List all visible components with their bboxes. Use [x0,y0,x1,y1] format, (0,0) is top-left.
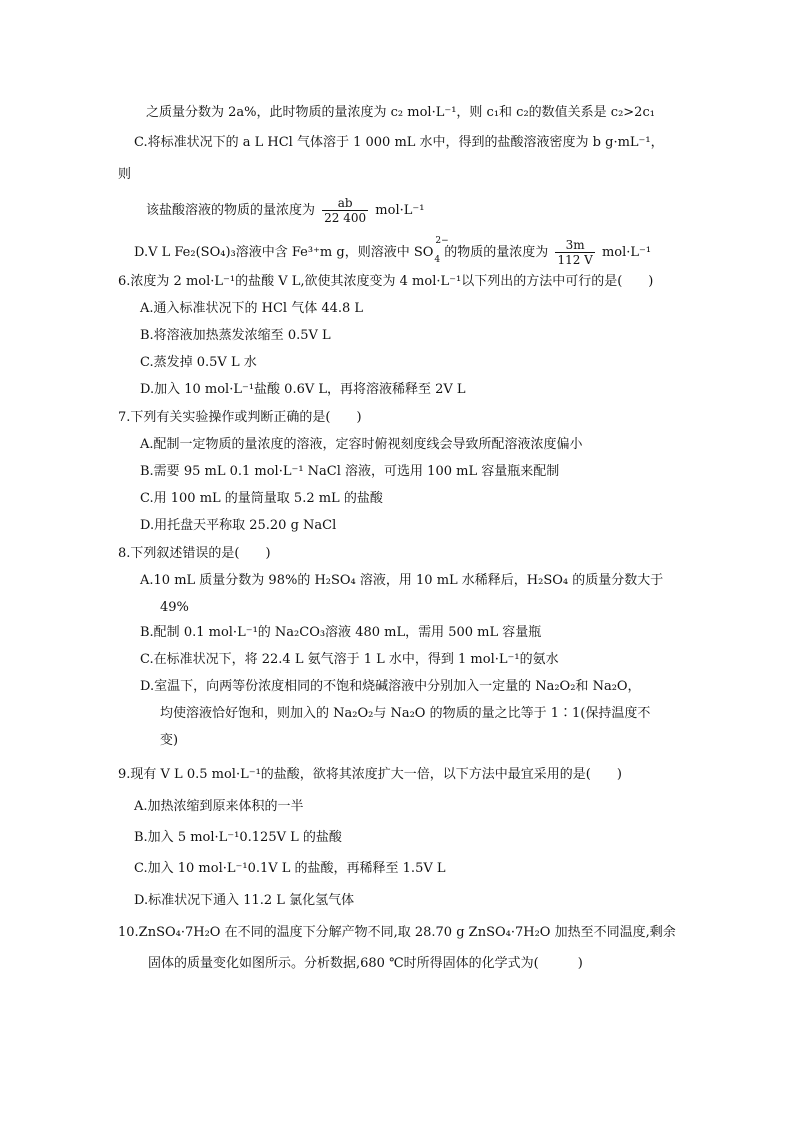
question-8: 8.下列叙述错误的是( ) [118,546,271,561]
fraction-ab-over-22400 [322,196,368,225]
fraction-denominator: 22 400 [324,211,367,225]
question-8-option-c: C.在标准状况下，将 22.4 L 氨气溶于 1 L 水中，得到 1 mol·L⁻¹的氨水 [140,652,559,667]
question-9-option-a: A.加热浓缩到原来体积的一半 [134,799,304,814]
question-9-option-b: B.加入 5 mol·L⁻¹0.125V L 的盐酸 [134,830,342,845]
question-6-option-c: C.蒸发掉 0.5V L 水 [140,355,257,370]
question-10-line-2: 固体的质量变化如图所示。分析数据,680 ℃时所得固体的化学式为( ) [148,956,583,971]
question-6-option-a: A.通入标准状况下的 HCl 气体 44.8 L [140,301,364,316]
question-7: 7.下列有关实验操作或判断正确的是( ) [118,410,362,425]
question-9: 9.现有 V L 0.5 mol·L⁻¹的盐酸，欲将其浓度扩大一倍，以下方法中最宜采用的是( ) [118,767,622,782]
question-8-option-d-line-1: D.室温下，向两等份浓度相同的不饱和烧碱溶液中分别加入一定量的 Na₂O₂和 Na₂O， [140,679,641,694]
option-d-line [134,238,651,267]
question-8-option-d-line-3: 变) [160,733,179,748]
question-7-option-b: B.需要 95 mL 0.1 mol·L⁻¹ NaCl 溶液，可选用 100 mL 容量瓶来配制 [140,464,560,479]
option-c-line-1: C.将标准状况下的 a L HCl 气体溶于 1 000 mL 水中，得到的盐酸溶液密度为 b g·mL⁻¹， [134,135,664,150]
question-8-option-a-line-2: 49% [160,600,189,615]
question-8-option-a-line-1: A.10 mL 质量分数为 98%的 H₂SO₄ 溶液，用 10 mL 水稀释后，H₂SO₄ 的质量分数大于 [140,573,664,588]
question-6-option-d: D.加入 10 mol·L⁻¹盐酸 0.6V L，再将溶液稀释至 2V L [140,382,466,397]
question-9-option-c: C.加入 10 mol·L⁻¹0.1V L 的盐酸，再稀释至 1.5V L [134,861,446,876]
question-8-option-d-line-2: 均使溶液恰好饱和，则加入的 Na₂O₂与 Na₂O 的物质的量之比等于 1∶1(保持温度不 [160,706,651,721]
fraction-denominator: 112 V [557,253,593,267]
sulfate-ion [433,236,449,265]
option-c-formula-line [146,196,424,225]
option-d-text-2: 的物质的量浓度为 [444,245,549,260]
question-10-line-1: 10.ZnSO₄·7H₂O 在不同的温度下分解产物不同,取 28.70 g ZnSO₄·7H₂O 加热至不同温度,剩余 [118,925,676,940]
fraction-numerator: ab [322,196,368,211]
question-7-option-c: C.用 100 mL 的量筒量取 5.2 mL 的盐酸 [140,491,383,506]
continuation-line: 之质量分数为 2a%，此时物质的量浓度为 c₂ mol·L⁻¹，则 c₁和 c₂的数值关系是 c₂>2c₁ [146,105,655,120]
ion-charge: 2− [435,236,449,246]
question-7-option-a: A.配制一定物质的量浓度的溶液，定容时俯视刻度线会导致所配溶液浓度偏小 [140,437,583,452]
question-8-option-b: B.配制 0.1 mol·L⁻¹的 Na₂CO₃溶液 480 mL，需用 500 mL 容量瓶 [140,625,542,640]
fraction-numerator: 3m [555,238,594,253]
question-7-option-d: D.用托盘天平称取 25.20 g NaCl [140,518,337,533]
fraction-3m-over-112v [555,238,594,267]
ion-subscript: 4 [434,255,441,265]
unit: mol·L⁻¹ [375,203,425,218]
option-d-text: D.V L Fe₂(SO₄)₃溶液中含 Fe³⁺m g，则溶液中 SO [134,245,434,260]
option-c-line-2: 则 [118,167,132,182]
question-9-option-d: D.标准状况下通入 11.2 L 氯化氢气体 [134,893,355,908]
question-6: 6.浓度为 2 mol·L⁻¹的盐酸 V L,欲使其浓度变为 4 mol·L⁻¹以下列出的方法中可行的是( ) [118,274,654,289]
unit: mol·L⁻¹ [601,245,652,260]
question-6-option-b: B.将溶液加热蒸发浓缩至 0.5V L [140,328,331,343]
formula-prefix: 该盐酸溶液的物质的量浓度为 [146,203,316,218]
